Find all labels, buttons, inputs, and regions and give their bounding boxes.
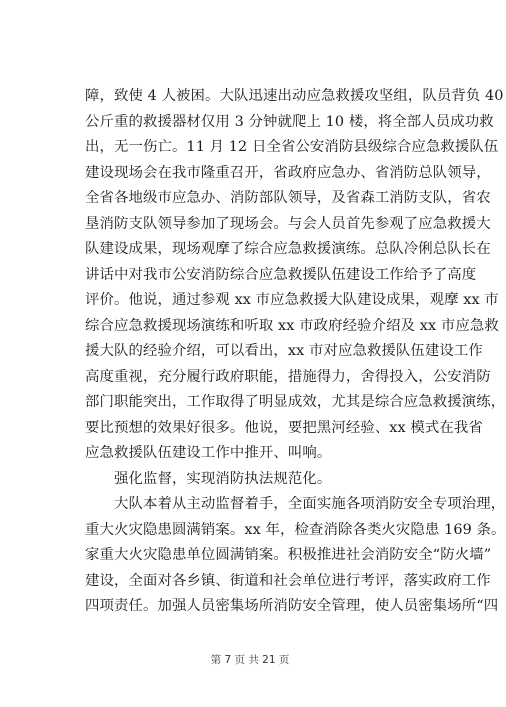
text-line: 垦消防支队领导参加了现场会。与会人员首先参观了应急救援大 (85, 215, 491, 232)
text-line: 建设，全面对各乡镇、街道和社会单位进行考评，落实政府工作 (85, 572, 491, 589)
text-line: 四项责任。加强人员密集场所消防安全管理，使人员密集场所“四 (85, 598, 499, 614)
text-line: 障，致使 4 人被困。大队迅速出动应急救援攻坚组，队员背负 40 (85, 88, 504, 104)
text-line: 要比预想的效果好很多。他说，要把黑河经验、xx 模式在我省 (85, 419, 483, 436)
page-footer: 第 7 页 共 21 页 (210, 654, 290, 666)
text-line: 出，无一伤亡。11 月 12 日全省公安消防县级综合应急救援队伍 (85, 139, 499, 155)
text-line: 大队本着从主动监督着手，全面实施各项消防安全专项治理， (85, 496, 506, 512)
text-line: 讲话中对我市公安消防综合应急救援队伍建设工作给予了高度 (85, 266, 477, 283)
section-heading: 强化监督，实现消防执法规范化。 (85, 470, 332, 487)
text-line: 高度重视，充分履行政府职能，措施得力，舍得投入，公安消防 (85, 368, 491, 385)
text-line: 援大队的经验介绍，可以看出，xx 市对应急救援队伍建设工作 (85, 343, 483, 359)
text-line: 综合应急救援现场演练和听取 xx 市政府经验介绍及 xx 市应急救 (85, 317, 499, 334)
document-body (85, 84, 506, 620)
text-line: 重大火灾隐患圆满销案。xx 年，检查消除各类火灾隐患 169 条。 (85, 521, 506, 538)
text-line: 公斤重的救援器材仅用 3 分钟就爬上 10 楼，将全部人员成功救 (85, 113, 494, 130)
text-line: 全省各地级市应急办、消防部队领导，及省森工消防支队，省农 (85, 190, 491, 206)
text-line: 建设现场会在我市隆重召开，省政府应急办、省消防总队领导， (85, 164, 491, 181)
text-line: 队建设成果，现场观摩了综合应急救援演练。总队冷俐总队长在 (85, 241, 491, 257)
text-line: 应急救援队伍建设工作中推开、叫响。 (85, 445, 332, 461)
text-line: 部门职能突出，工作取得了明显成效，尤其是综合应急救援演练， (85, 394, 506, 410)
text-line: 家重大火灾隐患单位圆满销案。积极推进社会消防安全“防火墙” (85, 547, 492, 563)
text-line: 评价。他说，通过参观 xx 市应急救援大队建设成果，观摩 xx 市 (85, 292, 499, 308)
